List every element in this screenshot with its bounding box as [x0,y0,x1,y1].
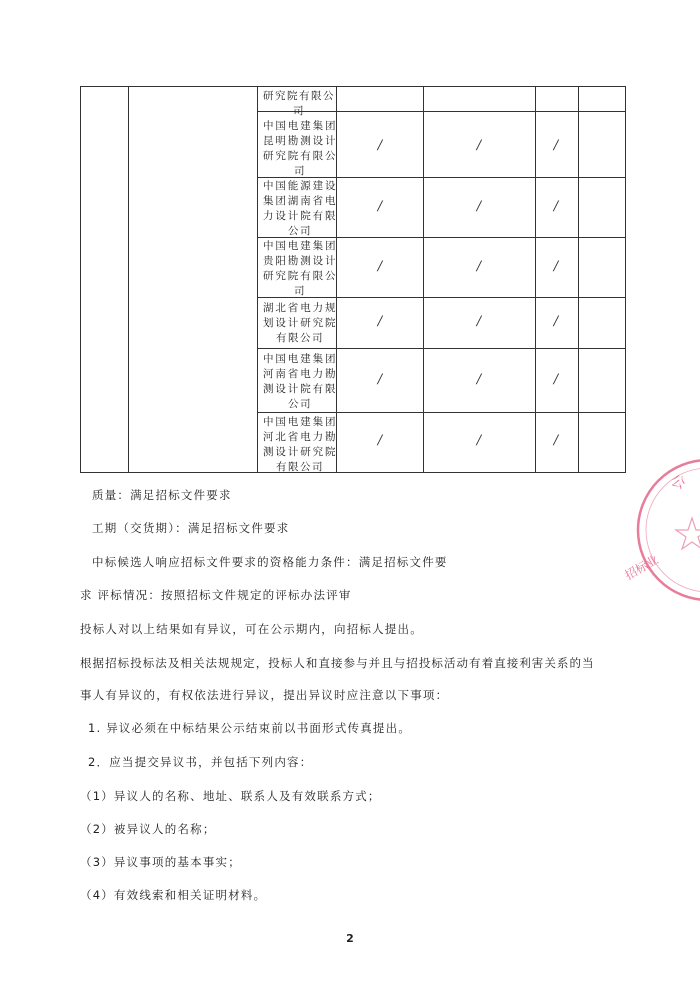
cell-slash: / [377,314,383,329]
seal-text-a: 公 [668,472,688,493]
law-line-2: 事人有异议的，有权依法进行异议，提出异议时应注意以下事项： [80,688,449,702]
cell-slash: / [553,314,559,329]
table-col-line [578,86,579,473]
cell-slash: / [553,199,559,214]
law-line-1: 根据招标投标法及相关法规规定，投标人和直接参与并且与招投标活动有着直接利害关系的当 [80,656,595,670]
table-border-left [80,86,81,473]
cell-slash: / [476,372,482,387]
table-row-line [257,348,626,349]
cell-slash: / [476,314,482,329]
table-border-right [625,86,626,473]
cell-slash: / [377,259,383,274]
table-border-bottom [80,472,626,473]
notice-item-2-3: （3）异议事项的基本事实； [80,855,241,869]
cell-slash: / [476,433,482,448]
period-line: 工期（交货期）：满足招标文件要求 [92,521,290,535]
cell-slash: / [377,199,383,214]
notice-item-2-1: （1）异议人的名称、地址、联系人及有效联系方式； [80,789,381,803]
cell-slash: / [553,433,559,448]
company-name-cell: 中国电建集团昆明勘测设计研究院有限公司 [263,120,337,177]
seal-graphic [620,448,700,618]
cell-slash: / [377,372,383,387]
table-border-top [80,86,626,87]
notice-item-1: 1. 异议必须在中标结果公示结束前以书面形式传真提出。 [88,721,412,735]
cell-slash: / [476,259,482,274]
notice-item-2: 2．应当提交异议书，并包括下列内容： [88,755,313,769]
notice-item-2-4: （4）有效线索和相关证明材料。 [80,888,267,902]
objection-intro-line: 投标人对以上结果如有异议，可在公示期内，向招标人提出。 [80,622,423,636]
candidate-table [80,86,626,473]
seal-text-b: 招标业 [622,552,661,583]
cell-slash: / [553,259,559,274]
qualification-line-1: 中标候选人响应招标文件要求的资格能力条件：满足招标文件要 [92,555,448,569]
company-name-cell: 中国电建集团河南省电力勘测设计院有限公司 [263,353,337,410]
cell-slash: / [377,433,383,448]
cell-slash: / [476,138,482,153]
company-name-cell: 湖北省电力规划设计研究院有限公司 [263,302,337,344]
table-col-line [423,86,424,473]
company-name-cell: 中国能源建设集团湖南省电力设计院有限公司 [263,180,337,237]
cell-slash: / [553,372,559,387]
table-col-line [257,86,258,473]
table-col-line [128,86,129,473]
company-name-cell: 中国电建集团贵阳勘测设计研究院有限公司 [263,240,337,297]
table-row-line [257,177,626,178]
table-row-line [257,297,626,298]
table-row-line [257,111,626,112]
table-row-line [257,412,626,413]
cell-slash: / [476,199,482,214]
quality-line: 质量：满足招标文件要求 [92,488,232,502]
table-col-line [535,86,536,473]
qualification-line-2: 求 评标情况：按照招标文件规定的评标办法评审 [80,588,352,602]
page-number: 2 [346,932,354,945]
company-seal [620,448,700,618]
company-name-cell: 研究院有限公司 [263,90,335,117]
company-name-cell: 中国电建集团河北省电力勘测设计研究院有限公司 [263,416,337,473]
notice-item-2-2: （2）被异议人的名称； [80,822,216,836]
cell-slash: / [377,138,383,153]
cell-slash: / [553,138,559,153]
